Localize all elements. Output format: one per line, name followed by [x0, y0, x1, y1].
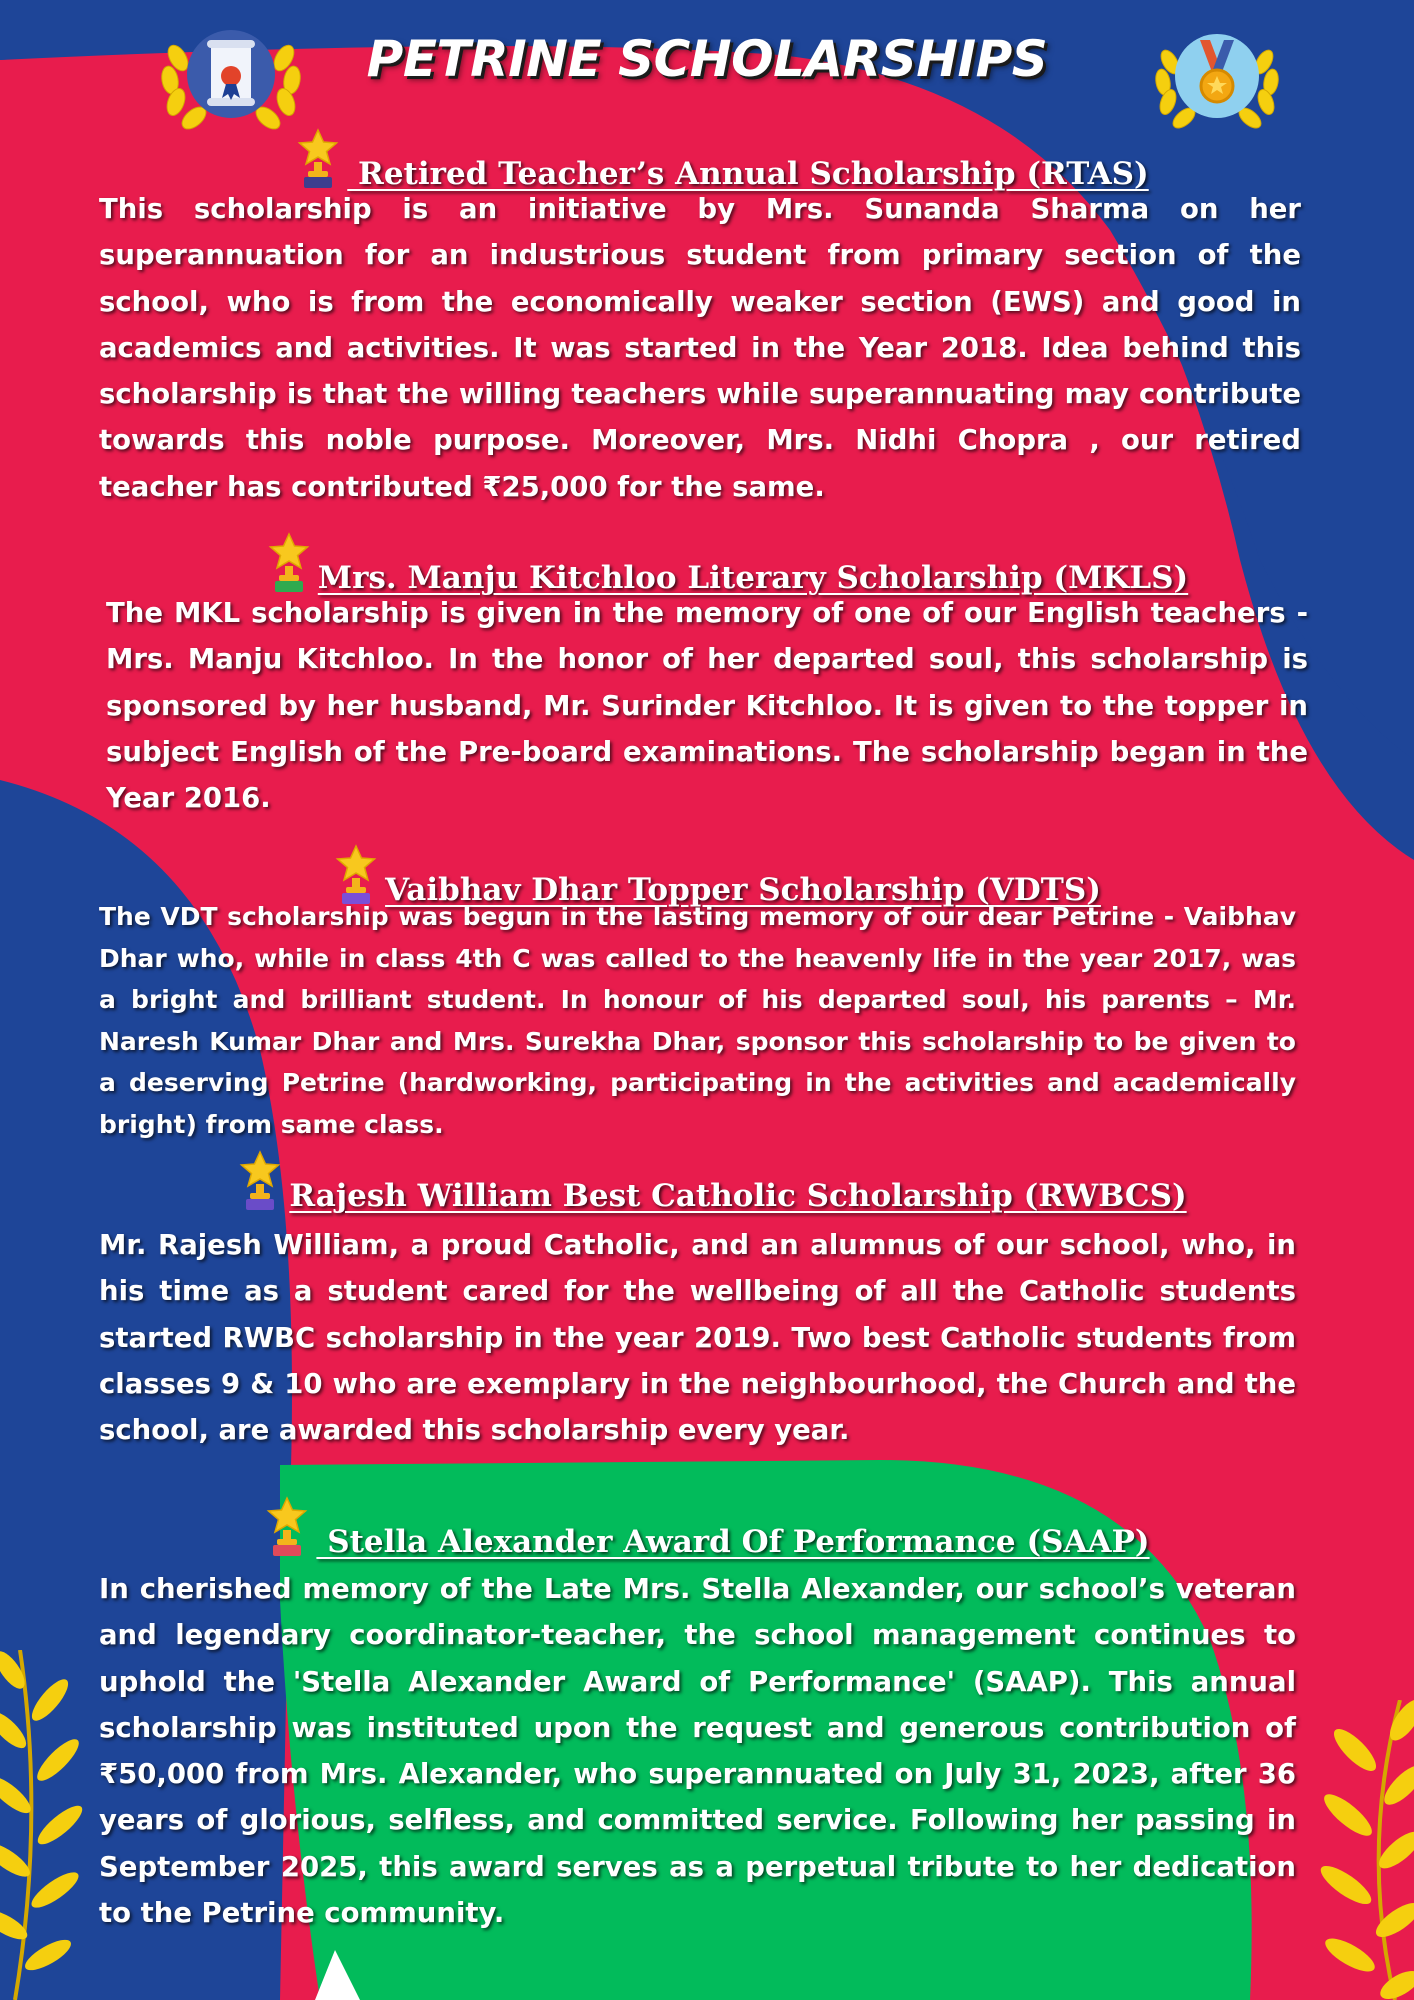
scholarship-heading-rwbcs: [0, 1150, 1414, 1214]
trophy-base: [246, 1199, 274, 1210]
scholarship-description-vdts: The VDT scholarship was begun in the lasting memory of our dear Petrine - Vaibhav Dhar who, while in class 4th C was called to the heavenly life in the year 2017, was a bright and brilliant student. In honour of his departed soul, his parents – Mr. Naresh Kumar Dhar and Mrs. Surekha Dhar, sponsor this scholarship to be given to a deserving Petrine (hardworking, participating in the activities and academically bright) from same class.: [99, 902, 1296, 1139]
scholarship-heading-text: Stella Alexander Award Of Performance (SAAP): [316, 1524, 1150, 1560]
trophy-icon: [237, 1150, 283, 1212]
medal-icon: [1152, 26, 1282, 130]
laurel-branch-icon: [0, 1650, 95, 2000]
trophy-base: [273, 1545, 301, 1556]
scholarship-heading-text: Vaibhav Dhar Topper Scholarship (VDTS): [385, 872, 1101, 908]
trophy-icon: [295, 128, 341, 190]
trophy-icon: [266, 532, 312, 594]
scholarship-heading-text: Mrs. Manju Kitchloo Literary Scholarship (MKLS): [317, 560, 1189, 596]
scholarship-description-mkls: The MKL scholarship is given in the memory of one of our English teachers - Mrs. Manju Kitchloo. In the honor of her departed soul, this scholarship is sponsored by her husband, Mr. Surinder Kitchloo. It is given to the topper in subject English of the Pre-board examinations. The scholarship began in the Year 2016.: [106, 597, 1308, 815]
laurel-branch-icon: [1300, 1700, 1414, 2000]
scholarship-description-saap: In cherished memory of the Late Mrs. Stella Alexander, our school’s veteran and legendary coordinator-teacher, the school management continues to uphold the 'Stella Alexander Award of Performance' (SAAP). This annual scholarship was instituted upon the request and generous contribution of ₹50,000 from Mrs. Alexander, who superannuated on July 31, 2023, after 36 years of glorious, selfless, and committed service. Following her passing in September 2025, this award serves as a perpetual tribute to her dedication to the Petrine community.: [99, 1573, 1296, 1930]
scholarship-description-rtas: This scholarship is an initiative by Mrs. Sunanda Sharma on her superannuation for an industrious student from primary section of the school, who is from the economically weaker section (EWS) and good in academics and activities. It was started in the Year 2018. Idea behind this scholarship is that the willing teachers while superannuating may contribute towards this noble purpose. Moreover, Mrs. Nidhi Chopra , our retired teacher has contributed ₹25,000 for the same.: [99, 193, 1301, 503]
scholarship-heading-mkls: [0, 532, 1414, 596]
trophy-icon: [264, 1496, 310, 1558]
page-title: PETRINE SCHOLARSHIPS: [366, 30, 1048, 88]
scholarship-heading-rtas: [0, 128, 1414, 192]
scholarship-heading-saap: [0, 1496, 1414, 1560]
scholarship-heading-text: Retired Teacher’s Annual Scholarship (RTAS): [347, 156, 1149, 192]
scholarship-description-rwbcs: Mr. Rajesh William, a proud Catholic, and an alumnus of our school, who, in his time as a student cared for the wellbeing of all the Catholic students started RWBC scholarship in the year 2019. Two best Catholic students from classes 9 & 10 who are exemplary in the neighbourhood, the Church and the school, are awarded this scholarship every year.: [99, 1229, 1296, 1447]
scholarship-heading-text: Rajesh William Best Catholic Scholarship (RWBCS): [289, 1178, 1187, 1214]
scroll-certificate-icon: [158, 18, 304, 130]
